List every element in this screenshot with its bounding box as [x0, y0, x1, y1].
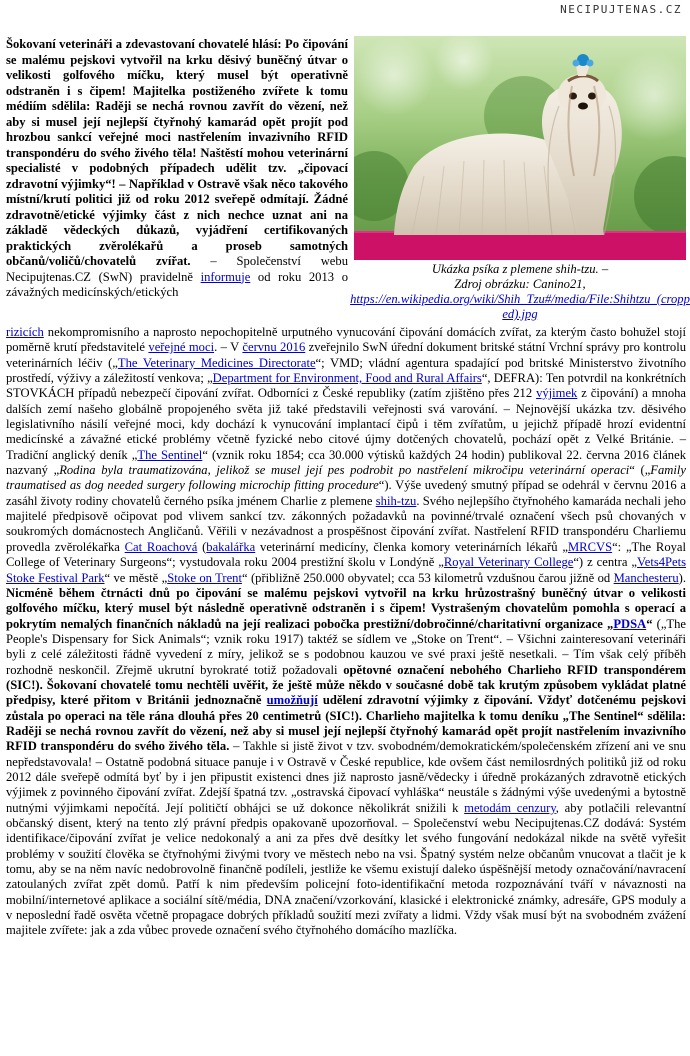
text: “: „The Royal College of Veterinary Surgeons“; vystudovala roku 2004 prestižní školu v Londýně „	[6, 539, 686, 570]
article-title-en: Family traumatised as dog needed surgery following microchip fitting procedure	[6, 463, 686, 493]
text: “; VMD; vládní agentura spadající pod britské Ministerstvo životního prostředí, výživy a záležitostí venkova; „	[6, 355, 686, 386]
link-stoke-on-trent[interactable]: Stoke on Trent	[167, 570, 242, 585]
link-vyjimek[interactable]: výjimek	[536, 386, 578, 401]
bold-text: Nicméně během čtrnácti dnů po čipování se malému pejskovi vytvořil na krku hrůzostrašný buněčný útvar o velikosti golfového míčku, který musel být následně operativně odstraněn i s čipem! Vystrašeným chovatelům pomohla s operací a pokrytím nemalých finančních nákladů na její realizaci pobočka prestižní/dobročinné/charitativní organizace „	[6, 585, 686, 631]
link-the-sentinel[interactable]: The Sentinel	[137, 447, 203, 462]
lead-normal-text: – Společenství webu Necipujtenas.CZ (SwN) pravidelně	[6, 254, 348, 284]
link-royal-veterinary-college[interactable]: Royal Veterinary College	[443, 555, 574, 570]
link-informuje[interactable]: informuje	[200, 269, 251, 284]
text: zveřejnilo SwN úřední dokument britské státní Vrchní správy pro kontrolu veterinárních léčiv („	[6, 340, 686, 370]
link-bakalarka[interactable]: bakalářka	[206, 539, 256, 554]
link-shih-tzu[interactable]: shih-tzu	[375, 493, 417, 508]
text: z čipování) a mnoha dalších zemí našeho globálně propojeného světa již také představili veřejnosti svá varování. – Nejnovější ukázka tzv. děsivého legislativního násilí veřejné moci, kdy dochází k vynucování implantací čipů i těm zvířatům, u jejichž případě hrozí evidentní medicínské a závažné etické problémy včetně fyzické nebo citové újmy dotčených chovatelů, pochází opět z Velké Británie. – Tradiční anglický deník „	[6, 386, 686, 462]
lead-bold-text: Šokovaní veterináři a zdevastovaní chovatelé hlásí: Po čipování se malému pejskovi vytvořil na krku děsivý bunĕčný útvar o velikosti golfového míčku, který musel být operativně odstraněn i s čipem! Majitelka postiženého zvířete k tomu médiím sdělila: Raději se nechá rovnou zavřít do vězení, než aby si musel její nejlepší čtyřnohý kamarád opět projít pod hrozbou sankcí veřejné moci nastřelením invazivního RFID transpondéru do svého živého těla! Naštěstí mohou veterinární specialisté v podobných případech udělit tzv. „čipovací zdravotní výjimky“! – Například v Ostravě však něco takového místní/krutí politici již od roku 2012 sveřepě odmítají. Žádné zdravotně/etické výjimky část z nich nechce uznat ani na základě vědeckých důkazů, vyjádření certifikovaných praktických zvěrolékařů a proseb samotných občanů/voličů/chovatelů zvířat.	[6, 37, 348, 268]
lead-paragraph	[6, 37, 348, 301]
text: “ (vznik roku 1854; cca 30.000 výtisků každých 24 hodin) publikoval 22. června 2016 článek nazvaný „	[6, 447, 686, 478]
text: “, DEFRA): Ten potvrdil na konkrétních STOVKÁCH případů nebezpečí čipování zvířat. Odborníci z České republiky (zatím zjištěno přes 212	[6, 371, 686, 401]
link-umoznuji[interactable]: umožňují	[266, 693, 318, 708]
link-mrcvs[interactable]: MRCVS	[567, 539, 613, 554]
site-name: NECIPUJTENAS.CZ	[560, 3, 682, 16]
text: “ („	[629, 463, 651, 478]
caption-line1: Ukázka psíka z plemene shih-tzu. –	[431, 262, 609, 276]
text: veterinární medicíny, členka komory veterinárních lékařů „	[255, 539, 568, 554]
caption-line2: Zdroj obrázku: Canino21,	[454, 277, 586, 291]
text: “ (přibližně 250.000 obyvatel; cca 53 kilometrů vzdušnou čarou jižně od	[241, 570, 614, 585]
text: “). Výše uvedený smutný případ se odehrál v červnu 2016 a zasáhl životy rodiny chovatelů černého psíka jménem Charlie z plemene	[6, 478, 686, 508]
link-cat-roachova[interactable]: Cat Roachová	[124, 539, 198, 554]
link-vets4pets[interactable]: Vets4Pets	[637, 555, 687, 570]
text: – Takhle si jistě život v tzv. svobodném/demokratickém/společenském zřízení ani ve snu nepředstavovala! – Ostatně podobná situace panuje i v Ostravě v České republice, kde ovšem část nemilosrdných politiků již od roku 2012 dále sveřepě odmítá byť by i jen připustit existenci dnes již naprosto jasně/vědecky i úředně prokázaných zdravotně etických výjimek z povinného čipování zvířat. Zdejší špatná tzv. „ostravská čipovací vyhláška“ neustále s žádnými výše uvedenými a bytostně nutnými výjimkami nepočítá. Její političtí obhájci se už dokonce několikrát snižili k	[6, 739, 686, 815]
text: . Svého nejlepšího čtyřnohého kamaráda nechali jeho majitelé předpisově očipovat pod vlivem sankcí tzv. zákonných požadavků na povinné/trvalé označení všech psů chovaných v soukromých domácnostech Angličanů. Věřili v nezávadnost a prospěšnost čipování zvířat. Nastřelení RFID transpondéru Charliemu provedla zvěrolékařka	[6, 493, 686, 554]
article-body	[6, 325, 686, 939]
text: („The People's Dispensary for Sick Animals“; vznik roku 1917) taktéž se sídlem ve „Stoke on Trent“. – Všichni zainteresovaní veterináři byli z celé záležitosti řádně vyvedení z míry, jelikož se s podobnou kauzou ve své praxi ještě nesetkali. – Tím však celý příběh rozhodně neskončil. Zřejmě ukrutní byrokraté totiž požadovali	[6, 616, 687, 677]
text: , aby potlačili relevantní občanský disent, který na tento zlý právní předpis opakovaně upozorňoval. – Společenství webu Necipujtenas.CZ dodává: Systém identifikace/čipování zvířat je velice nedokonalý a ani za přes dvě desítky let svého fungování nedokázal nikde na světě vyřešit problémy v soužití člověka se čtyřnohými živými tvory ve městech nebo na vsi. Špatný systém nelze občanům vnucovat a tlačit je k tomu, aby se na něm navíc nedobrovolně finančně podíleli, jestliže ke všemu existují daleko úspěšnější metody označování/navracení zatoulaných zvířat zpět domů. Patří k nim především policejní foto-identifikační metoda rozpoznávání tváří v návaznosti na mobilní/internetové aplikace a sociální sítě/média, DNA značení/vzorkování, klasické i elektronické známky, adresáře, GPS moduly a v neposlední řadě osvěta včetně propagace dobrých příkladů soužití mezi zvířaty a lidmi. Vždy však musí být na svobodném zvážení majitele zvířete: jak a zda vůbec provede označení svého čtyřnohého domácího mazlíčka.	[6, 800, 686, 938]
text: “ ve městě „	[104, 570, 168, 585]
shih-tzu-dog-photo	[354, 36, 686, 260]
text: “) z centra „	[573, 555, 638, 570]
link-verejne-moci[interactable]: veřejné moci	[148, 340, 215, 355]
link-vmd[interactable]: The Veterinary Medicines Directorate	[117, 355, 316, 370]
lead-normal-text-2: od roku 2013 o závažných medicínských/etických	[6, 269, 348, 299]
link-rizicich[interactable]: rizicích	[6, 325, 44, 339]
bold-text: udělení zdravotní výjimky z čipování. Vždyť dotčenému pejskovi zůstala po operaci na těle rána dlouhá přes 20 centimetrů (SIC!). Charlieho majitelka k tomu deníku „The Sentinel“ sdělila: Raději se nechá rovnou zavřít do vězení, než aby si musel její nejlepší čtyřnohý kamarád opět projít nastřelením invazivního RFID transpondéru do svého živého těla.	[6, 693, 686, 754]
text: ).	[678, 570, 686, 585]
link-metodam-cenzury[interactable]: metodám cenzury	[464, 800, 556, 815]
link-defra[interactable]: Department for Environment, Food and Rural Affairs	[212, 371, 482, 386]
figure-caption	[350, 262, 690, 322]
link-stoke-festival-park[interactable]: Stoke Festival Park	[6, 570, 105, 585]
link-cervnu-2016[interactable]: červnu 2016	[242, 340, 306, 355]
dog-illustration	[354, 36, 686, 260]
text: (	[197, 539, 207, 554]
article-title-cz: Rodina byla traumatizována, jelikož se musel její pes podrobit po nastřelení mikročipu veterinární operaci	[59, 463, 630, 478]
caption-source-link[interactable]: https://en.wikipedia.org/wiki/Shih_Tzu#/media/File:Shihtzu_(cropped).jpg	[350, 292, 690, 321]
text: nekompromisního a naprosto nepochopitelně urputného vynucování čipování domácích zvířat, za kterým často bohužel stojí poměrně krutí představitelé	[6, 325, 686, 355]
link-pdsa[interactable]: PDSA	[613, 616, 647, 631]
bold-text: “	[646, 616, 653, 631]
link-manchesteru[interactable]: Manchesteru	[613, 570, 679, 585]
figure	[350, 36, 690, 321]
text: . – V	[214, 340, 243, 355]
bold-text: opětovné označení nebohého Charlieho RFID transpondérem (SIC!). Šokovaní chovatelé tomu nechtěli uvěřit, že ještě může někdo v současné době tak krutým způsobem vykládat platné předpisy, které přitom v Británii jednoznačně	[6, 662, 686, 708]
